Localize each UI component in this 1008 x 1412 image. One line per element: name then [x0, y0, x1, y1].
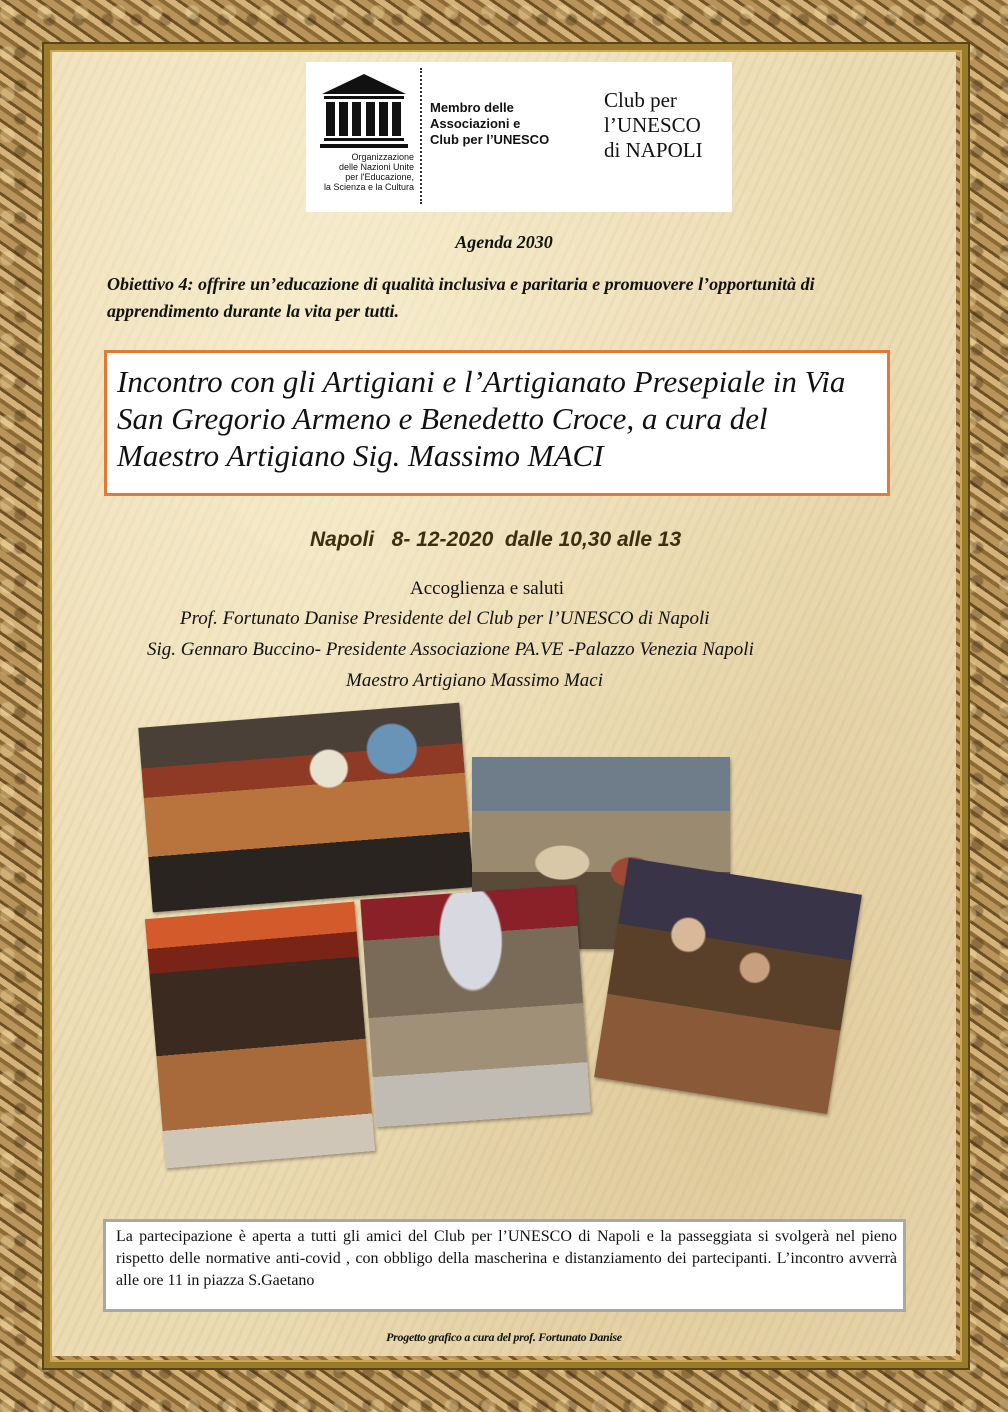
event-title: Incontro con gli Artigiani e l’Artigianato Presepiale in Via San Gregorio Armeno e Benedetto Croce, a cura del Maestro Artigiano Sig. Massimo MACI: [117, 364, 846, 473]
unesco-logo-block: [306, 62, 732, 212]
speaker-line: Sig. Gennaro Buccino- Presidente Associazione PA.VE -Palazzo Venezia Napoli: [147, 639, 754, 660]
membro-line: Associazioni e: [430, 116, 521, 131]
club-line: di NAPOLI: [604, 138, 703, 162]
credits-footer: Progetto grafico a cura del prof. Fortunato Danise: [386, 1330, 622, 1344]
membro-text: [430, 100, 580, 148]
club-line: Club per: [604, 88, 677, 112]
unesco-line: la Scienza e la Cultura: [323, 182, 414, 192]
welcome-heading: Accoglienza e saluti: [410, 578, 565, 599]
agenda-heading: Agenda 2030: [455, 232, 553, 252]
speaker-line: Maestro Artigiano Massimo Maci: [346, 670, 604, 691]
unesco-line: delle Nazioni Unite: [338, 162, 414, 172]
photo-alley: [360, 885, 590, 1127]
club-name: [604, 88, 724, 163]
unesco-line: per l'Educazione,: [345, 172, 414, 182]
event-title-box: [104, 350, 890, 496]
unesco-subtitle: [308, 152, 414, 192]
club-line: l’UNESCO: [604, 113, 701, 137]
speaker-line: Prof. Fortunato Danise Presidente del Club per l’UNESCO di Napoli: [180, 608, 710, 629]
event-date-time: Napoli 8- 12-2020 dalle 10,30 alle 13: [310, 528, 682, 551]
objective-text: Obiettivo 4: offrire un’educazione di qualità inclusiva e paritaria e promuovere l’opportunità di apprendimento durante la vita per tutti.: [107, 274, 815, 321]
membro-line: Club per l’UNESCO: [430, 132, 550, 147]
membro-line: Membro delle: [430, 100, 514, 115]
unesco-line: Organizzazione: [351, 152, 414, 162]
logo-separator: [420, 68, 422, 204]
unesco-temple-icon: [320, 72, 408, 152]
participation-note: La partecipazione è aperta a tutti gli amici del Club per l’UNESCO di Napoli e la passeggiata si svolgerà nel pieno rispetto delle normative anti-covid , con obbligo della mascherina e distanziamento dei partecipanti. L’incontro avverrà alle ore 11 in piazza S.Gaetano: [103, 1219, 906, 1312]
photo-shop-street: [138, 703, 474, 913]
photo-shop-front: [145, 902, 375, 1169]
photo-figurines: [594, 858, 862, 1114]
